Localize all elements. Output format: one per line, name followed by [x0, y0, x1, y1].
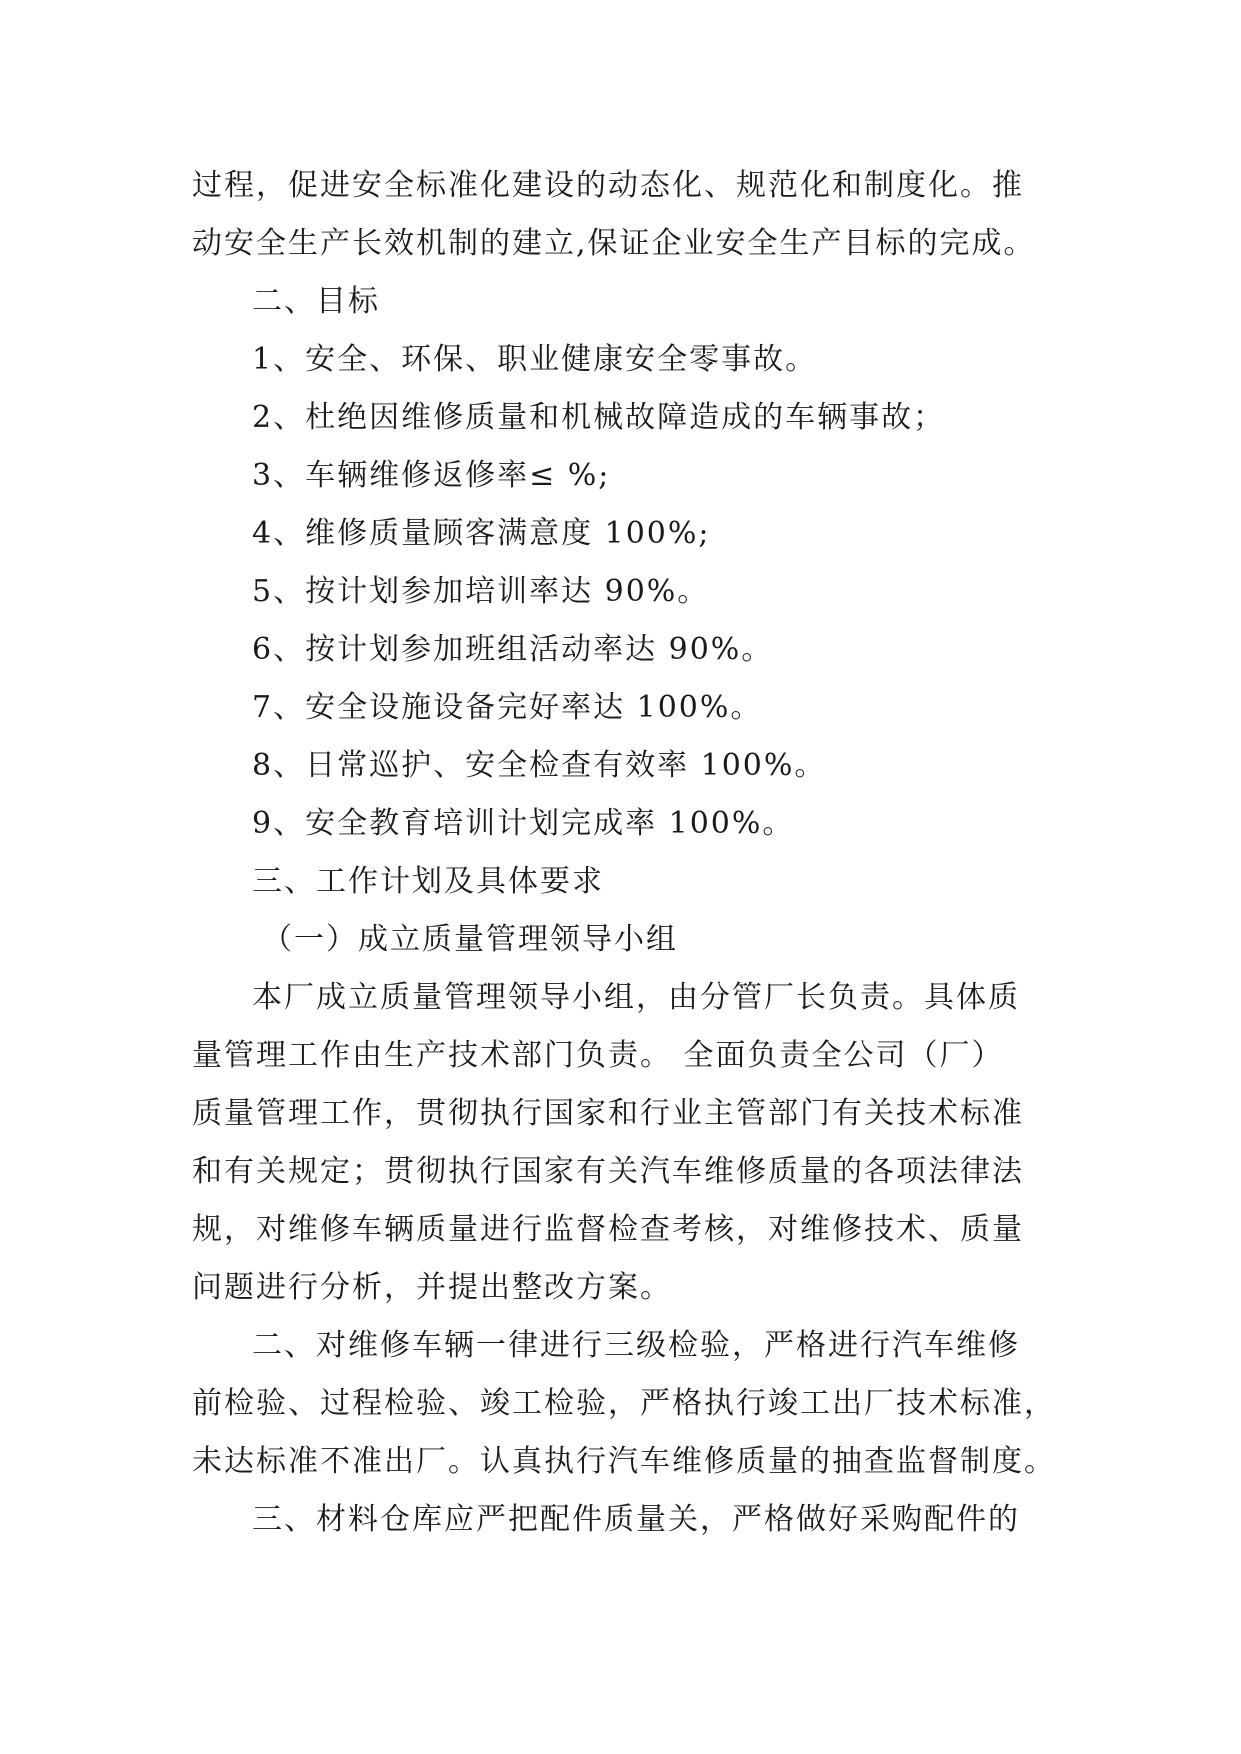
list-item: 7、安全设施设备完好率达 100%。	[252, 690, 763, 725]
text-line: 和有关规定；贯彻执行国家有关汽车维修质量的各项法律法	[192, 1154, 1024, 1189]
text-line: 过程，促进安全标准化建设的动态化、规范化和制度化。推	[192, 168, 1024, 203]
list-item: 5、按计划参加培训率达 90%。	[252, 574, 710, 609]
subsection-heading: （一）成立质量管理领导小组	[262, 922, 678, 957]
text-line: 前检验、过程检验、竣工检验，严格执行竣工出厂技术标准，	[192, 1386, 1056, 1421]
text-line: 规，对维修车辆质量进行监督检查考核，对维修技术、质量	[192, 1212, 1024, 1247]
list-item: 1、安全、环保、职业健康安全零事故。	[252, 342, 818, 377]
text-line: 二、对维修车辆一律进行三级检验，严格进行汽车维修	[252, 1328, 1020, 1363]
list-item: 4、维修质量顾客满意度 100%;	[252, 516, 711, 551]
text-line: 本厂成立质量管理领导小组，由分管厂长负责。具体质	[252, 980, 1020, 1015]
section-heading: 二、目标	[252, 284, 380, 319]
text-line: 三、材料仓库应严把配件质量关，严格做好采购配件的	[252, 1502, 1020, 1537]
text-line: 动安全生产长效机制的建立,保证企业安全生产目标的完成。	[192, 226, 1036, 261]
text-line: 量管理工作由生产技术部门负责。 全面负责全公司（厂）	[192, 1038, 1004, 1073]
text-line: 问题进行分析，并提出整改方案。	[192, 1270, 672, 1305]
list-item: 2、杜绝因维修质量和机械故障造成的车辆事故；	[252, 400, 946, 435]
list-item: 8、日常巡护、安全检查有效率 100%。	[252, 748, 827, 783]
text-line: 未达标准不准出厂。认真执行汽车维修质量的抽查监督制度。	[192, 1444, 1056, 1479]
text-line: 质量管理工作，贯彻执行国家和行业主管部门有关技术标准	[192, 1096, 1024, 1131]
list-item: 9、安全教育培训计划完成率 100%。	[252, 806, 795, 841]
list-item: 3、车辆维修返修率≤ %;	[252, 458, 611, 493]
list-item: 6、按计划参加班组活动率达 90%。	[252, 632, 774, 667]
section-heading: 三、工作计划及具体要求	[252, 864, 604, 899]
